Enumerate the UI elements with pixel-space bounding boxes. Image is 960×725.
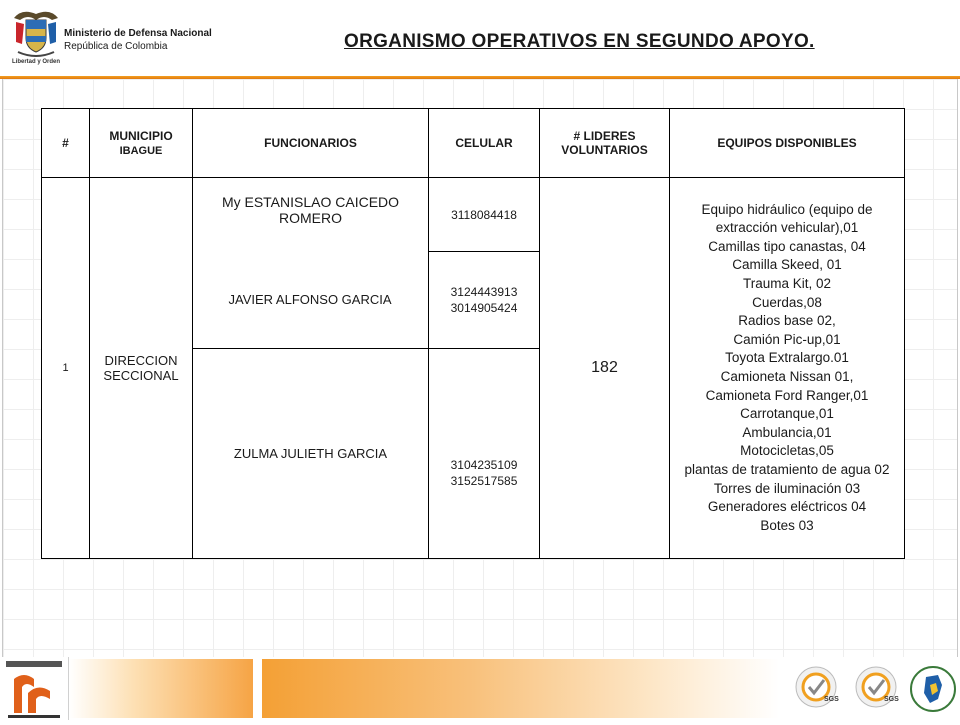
ministry-line1: Ministerio de Defensa Nacional [64,28,212,39]
equipo-item: Camilla Skeed, 01 [732,257,842,273]
banco-de-exitos-icon [0,657,68,720]
sgs-certification-icon [792,663,844,715]
celular-2 [429,252,540,349]
equipo-item: Camioneta Nissan 01, [720,369,854,384]
celular-3-phone-1: 3104235109 [450,457,518,472]
equipo-item: plantas de tratamiento de agua 02 [684,461,890,477]
equipo-item: Generadores eléctricos 04 [707,499,867,515]
table-row [42,178,905,252]
header-lideres: # LIDERES VOLUNTARIOS [540,109,670,178]
ministry-name [64,27,212,53]
sgs-label-2: SGS [884,696,899,703]
equipo-item: Toyota Extralargo.01 [725,350,849,366]
equipo-item: Camillas tipo canastas, 04 [708,238,866,254]
header-celular: CELULAR [429,109,540,178]
equipo-item: Torres de iluminación 03 [713,480,861,496]
equipo-item: Camioneta Ford Ranger,01 [705,387,869,403]
celular-3 [429,349,540,559]
celular-2-phone-2: 3014905424 [450,301,518,315]
sgs-certification-icon-2 [852,663,904,715]
header-funcionarios: FUNCIONARIOS [193,109,429,178]
crest-motto: Libertad y Orden [11,59,61,65]
funcionario-name-3: ZULMA JULIETH GARCIA [193,349,429,559]
equipo-item: Radios base 02, [738,313,836,329]
funcionario-name-2: JAVIER ALFONSO GARCIA [228,292,392,307]
operational-units-table [41,108,905,559]
equipo-item: Camión Pic-up,01 [733,331,841,347]
footer [0,657,960,720]
footer-band-right [262,659,779,718]
footer-award-logo [0,657,69,720]
row-municipio: DIRECCION SECCIONAL [90,178,193,559]
equipo-item: Botes 03 [760,517,814,533]
row-lideres: 182 [540,178,670,559]
header-municipio-sub: IBAGUE [119,145,163,157]
ministry-line2: República de Colombia [64,41,168,52]
header-num: # [42,109,90,178]
celular-2-phone-1: 3124443913 [450,285,518,299]
colombia-map-seal-icon [908,663,958,715]
celular-1 [429,178,540,252]
table-header-row [42,109,905,178]
celular-3-phone-2: 3152517585 [450,473,518,488]
equipos-list [670,178,905,559]
header-municipio [90,109,193,178]
funcionario-name-1: My ESTANISLAO CAICEDO ROMERO [193,178,429,349]
equipo-item: Motocicletas,05 [740,443,834,459]
header-equipos: EQUIPOS DISPONIBLES [670,109,905,178]
footer-band-left [69,659,253,718]
celular-1-phone-1: 3118084418 [451,207,517,222]
page-title: ORGANISMO OPERATIVOS EN SEGUNDO APOYO. [344,31,815,52]
equipo-item: Carrotanque,01 [740,406,834,422]
sgs-label-1: SGS [824,696,839,703]
equipo-item: Ambulancia,01 [742,424,832,440]
row-num: 1 [42,178,90,559]
equipo-item: Trauma Kit, 02 [742,276,832,292]
colombia-coat-of-arms-icon [8,4,64,66]
header-municipio-label: MUNICIPIO [109,129,173,143]
equipo-item: Equipo hidráulico (equipo de extracción vehicular),01 [701,201,873,236]
equipo-item: Cuerdas,08 [752,294,822,310]
